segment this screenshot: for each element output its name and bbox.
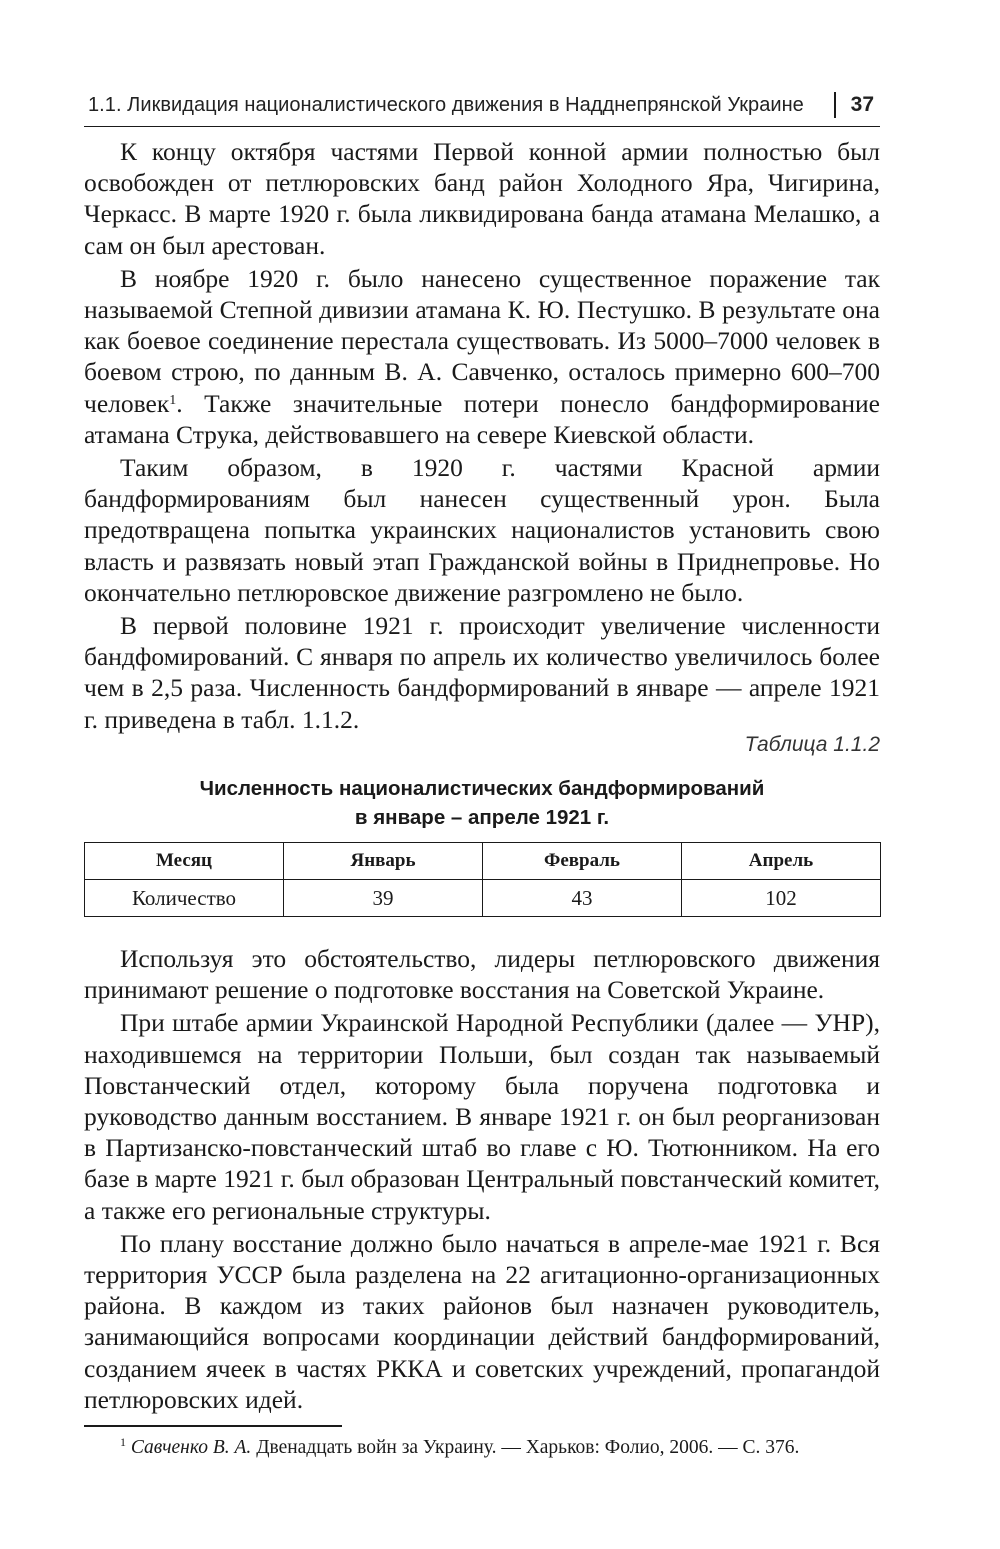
- footnote-marker: 1: [120, 1435, 126, 1449]
- data-table: [84, 842, 881, 917]
- table-cell: 43: [483, 880, 682, 917]
- paragraph: По плану восстание должно было начаться в апреле-мае 1921 г. Вся территория УССР была разделена на 22 агитационно-организационных района. В каждом из таких районов был назначен руководитель, занимающийся вопросами координации действий бандформирований, созданием ячеек в частях РККА и советских учреждений, пропагандой петлюровских идей.: [84, 1228, 880, 1414]
- footnote-author: Савченко В. А.: [130, 1437, 252, 1458]
- paragraph-text: В ноябре 1920 г. было нанесено существенное поражение так называемой Степной дивизии атамана К. Ю. Пестушко. В результате она как боевое соединение перестала существовать. Из 5000–7000 человек в боевом строю, по данным В. А. Савченко, осталось примерно 600–700 человек: [84, 263, 880, 418]
- page-number: 37: [850, 93, 874, 116]
- table-title-line: Численность националистических бандформирований: [199, 777, 765, 800]
- table-cell: Количество: [85, 880, 284, 917]
- running-head-divider: [834, 92, 836, 118]
- paragraph: В первой половине 1921 г. происходит увеличение численности бандфомирований. С января по апрель их количество увеличилось более чем в 2,5 раза. Численность бандформирований в январе — апреле 1921 г. приведена в табл. 1.1.2.: [84, 611, 880, 734]
- body-text-bottom: [84, 943, 880, 1417]
- paragraph-text: . Также значительные потери понесло бандформирование атамана Струка, действовавшего на севере Киевской области.: [84, 388, 880, 449]
- table-cell: 39: [284, 880, 483, 917]
- footnote-rule: [84, 1425, 342, 1427]
- table-label: Таблица 1.1.2: [744, 733, 880, 756]
- footnote: [120, 1437, 880, 1459]
- body-text-top: [84, 136, 880, 735]
- table-header-cell: Январь: [284, 843, 483, 880]
- table-header-cell: Февраль: [483, 843, 682, 880]
- table-row: [85, 880, 881, 917]
- table-cell: 102: [682, 880, 881, 917]
- table-header-row: [85, 843, 881, 880]
- table-title-line: в январе – апреле 1921 г.: [354, 806, 610, 829]
- paragraph: [84, 263, 880, 450]
- running-head-title: 1.1. Ликвидация националистического движения в Надднепрянской Украине: [88, 94, 804, 116]
- paragraph: К концу октября частями Первой конной армии полностью был освобожден от петлюровских банд район Холодного Яра, Чигирина, Черкасс. В марте 1920 г. была ликвидирована банда атамана Мелашко, а сам он был арестован.: [84, 137, 880, 260]
- paragraph: Таким образом, в 1920 г. частями Красной армии бандформированиям был нанесен существенный урон. Была предотвращена попытка украинских националистов установить свою власть и развязать новый этап Гражданской войны в Приднепровье. Но окончательно петлюровское движение разгромлено не было.: [84, 453, 880, 607]
- table-header-cell: Месяц: [85, 843, 284, 880]
- footnote-reference[interactable]: 1: [169, 392, 177, 408]
- table-title: [84, 774, 880, 832]
- table-header-cell: Апрель: [682, 843, 881, 880]
- footnote-text: Двенадцать войн за Украину. — Харьков: Фолио, 2006. — С. 376.: [251, 1437, 800, 1458]
- paragraph: При штабе армии Украинской Народной Республики (далее — УНР), находившемся на территории Польши, был создан так называемый Повстанческий отдел, которому была поручена подготовка и руководство данным восстанием. В январе 1921 г. он был реорганизован в Партизанско-повстанческий штаб во главе с Ю. Тютюнником. На его базе в марте 1921 г. был образован Центральный повстанческий комитет, а также его региональные структуры.: [84, 1008, 880, 1225]
- running-head: [84, 86, 880, 127]
- paragraph: Используя это обстоятельство, лидеры петлюровского движения принимают решение о подготовке восстания на Советской Украине.: [84, 944, 880, 1005]
